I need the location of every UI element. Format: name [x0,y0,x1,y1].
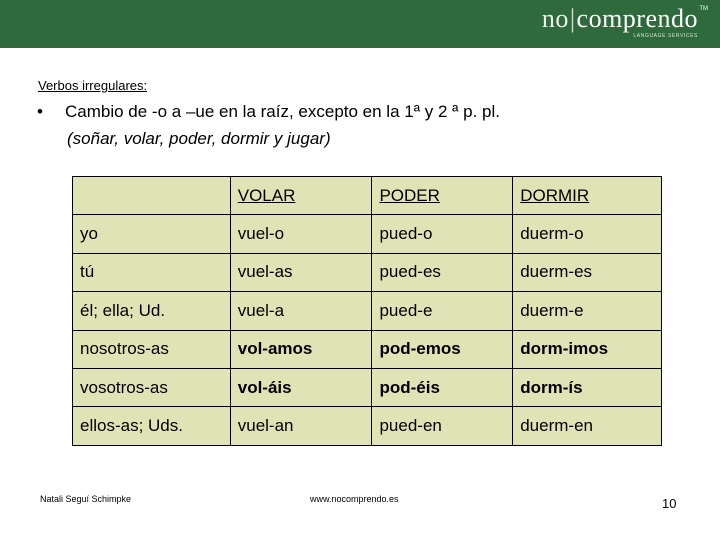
table-row [73,253,662,291]
table-cell: pued-es [372,253,513,291]
table-cell: pued-o [372,215,513,253]
bullet-icon: • [37,102,43,121]
table-cell: pod-emos [372,330,513,368]
brand-logo [541,4,708,42]
table-cell: vol-áis [230,368,372,406]
table-cell: vol-amos [230,330,372,368]
table-row [73,330,662,368]
table-row [73,368,662,406]
table-cell: pod-éis [372,368,513,406]
table-cell: vuel-o [230,215,372,253]
table-cell: pued-en [372,407,513,445]
table-header-poder: PODER [372,177,513,215]
logo-trademark: TM [699,6,708,12]
slide-subtitle: Verbos irregulares: [38,78,148,93]
header-band [0,0,720,48]
table-cell: vuel-a [230,292,372,330]
table-header-corner [73,177,231,215]
table-cell: él; ella; Ud. [73,292,231,330]
table-cell: tú [73,253,231,291]
table-cell: dorm-ís [513,368,662,406]
logo-wordmark [542,6,698,32]
table-cell: duerm-e [513,292,662,330]
table-header-volar: VOLAR [230,177,372,215]
table-cell: pued-e [372,292,513,330]
table-cell: duerm-en [513,407,662,445]
table-cell: duerm-o [513,215,662,253]
table-header-row [73,177,662,215]
table-row [73,407,662,445]
conjugation-table [72,176,662,446]
logo-no: no [541,4,569,33]
table-cell: yo [73,215,231,253]
table-cell: dorm-imos [513,330,662,368]
bullet-line-1: Cambio de -o a –ue en la raíz, excepto en la 1ª y 2 ª p. pl. [65,102,501,121]
table-cell: vuel-an [230,407,372,445]
table-cell: vosotros-as [73,368,231,406]
table-cell: nosotros-as [73,330,231,368]
table-row [73,292,662,330]
logo-separator: | [569,4,576,33]
table-cell: vuel-as [230,253,372,291]
table-cell: ellos-as; Uds. [73,407,231,445]
logo-subtitle: LANGUAGE SERVICES [633,33,698,39]
bullet-line-2: (soñar, volar, poder, dormir y jugar) [67,129,331,148]
page-number: 10 [662,496,677,511]
footer-author: Natali Seguí Schimpke [40,494,132,504]
footer-url: www.nocomprendo.es [310,494,399,504]
table-header-dormir: DORMIR [513,177,662,215]
logo-comprendo: comprendo [576,4,698,33]
table-row [73,215,662,253]
table-cell: duerm-es [513,253,662,291]
